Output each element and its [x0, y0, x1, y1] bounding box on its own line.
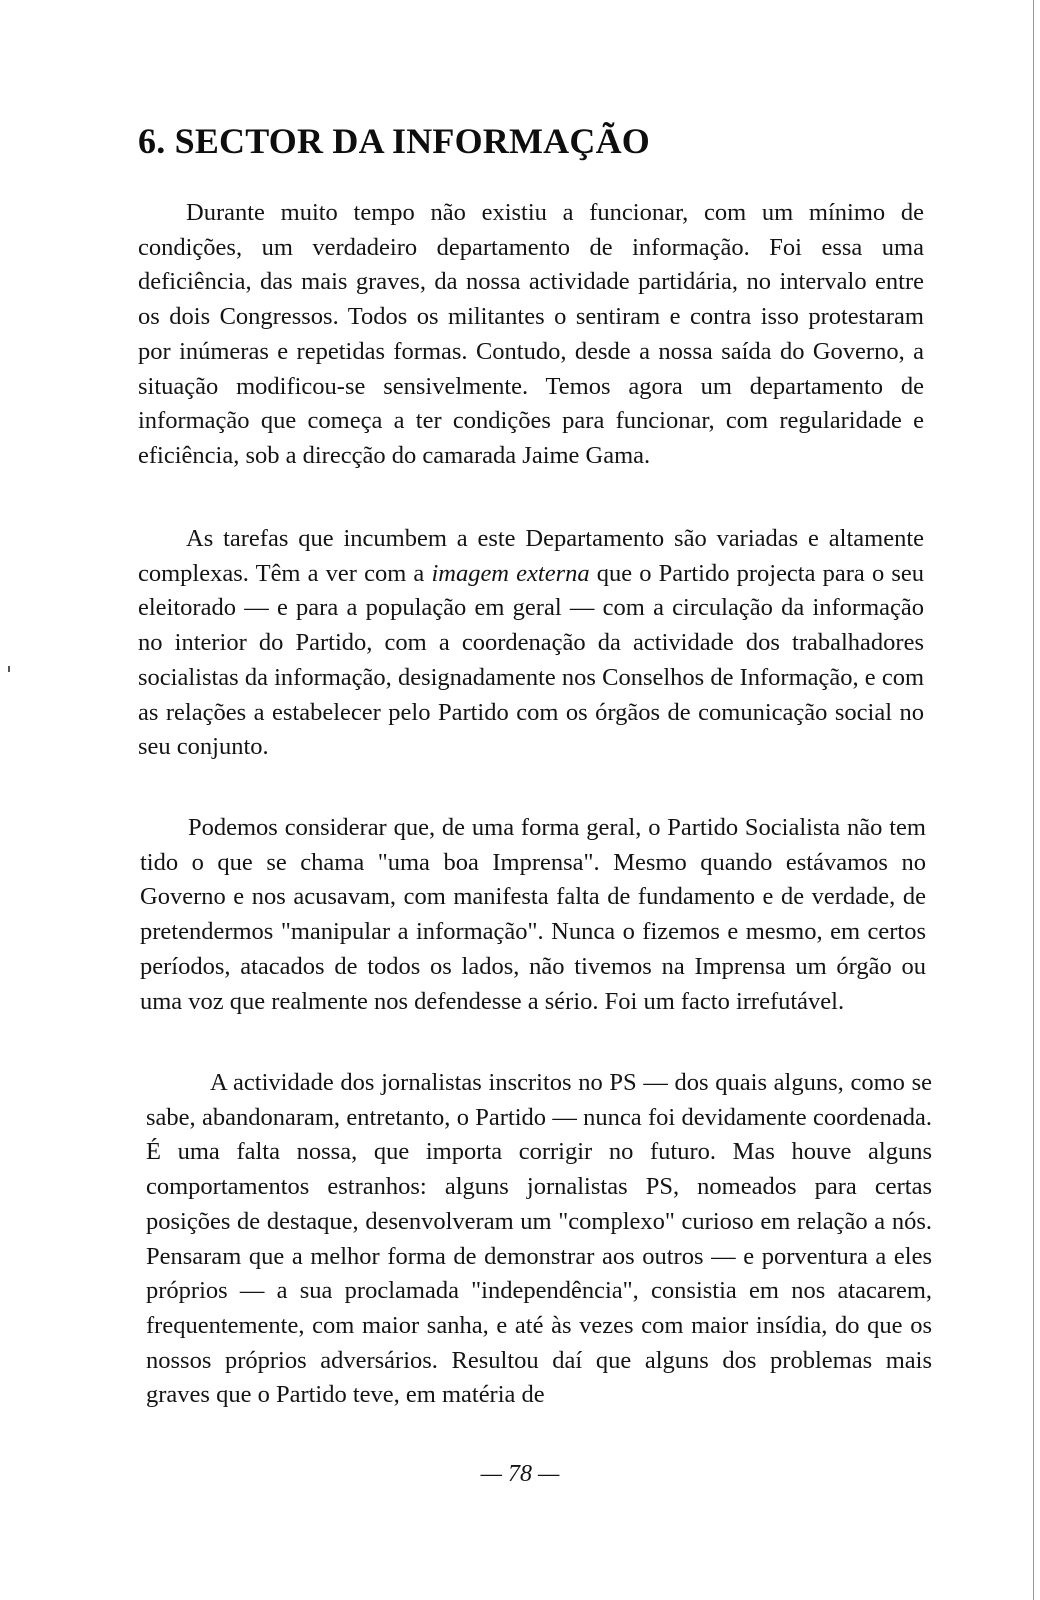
paragraph-4: A actividade dos jornalistas inscritos no PS — dos quais alguns, como se sabe, abandonaram, entretanto, o Partido — nunca foi devidamente coordenada. É uma falta nossa, que importa corrigir no futuro. Mas houve alguns comportamentos estranhos: alguns jornalistas PS, nomeados para certas posições de destaque, desenvolveram um "complexo" curioso em relação a nós. Pensaram que a melhor forma de demonstrar aos outros — e porventura a eles próprios — a sua proclamada "independência", consistia em nos atacarem, frequentemente, com maior sanha, e até às vezes com maior insídia, do que os nossos próprios adversários. Resultou daí que alguns dos problemas mais graves que o Partido teve, em matéria de [146, 1069, 932, 1409]
paragraph-3: Podemos considerar que, de uma forma geral, o Partido Socialista não tem tido o que se chama "uma boa Imprensa". Mesmo quando estávamos no Governo e nos acusavam, com manifesta falta de fundamento e de verdade, de pretendermos "manipular a informação". Nunca o fizemos e mesmo, em certos períodos, atacados de todos os lados, não tivemos na Imprensa um órgão ou uma voz que realmente nos defendesse a sério. Foi um facto irrefutável. [140, 814, 926, 1015]
paragraph-2-text-end: que o Partido projecta para o seu eleitorado — e para a população em geral — com a circulação da informação no interior do Partido, com a coordenação da actividade dos trabalhadores socialistas da informação, designadamente nos Conselhos de Informação, e com as relações a estabelecer pelo Partido com os órgãos de comunicação social no seu conjunto. [138, 559, 924, 761]
paragraph-2-emphasis: imagem externa [431, 559, 590, 587]
paragraph-2-text-start: As tarefas que incumbem a este Departamento são variadas e altamente complexas. Têm a ver com a [138, 525, 924, 587]
scan-edge-line [1033, 0, 1034, 1600]
scan-speck [8, 666, 10, 672]
section-heading: 6. SECTOR DA INFORMAÇÃO [138, 121, 650, 161]
paragraph-2 [138, 522, 924, 765]
paragraph-1: Durante muito tempo não existiu a funcionar, com um mínimo de condições, um verdadeiro departamento de informação. Foi essa uma deficiência, das mais graves, da nossa actividade partidária, no intervalo entre os dois Congressos. Todos os militantes o sentiram e contra isso protestaram por inúmeras e repetidas formas. Contudo, desde a nossa saída do Governo, a situação modificou-se sensivelmente. Temos agora um departamento de informação que começa a ter condições para funcionar, com regularidade e eficiência, sob a direcção do camarada Jaime Gama. [138, 199, 924, 469]
page-number: — 78 — [480, 1461, 560, 1487]
